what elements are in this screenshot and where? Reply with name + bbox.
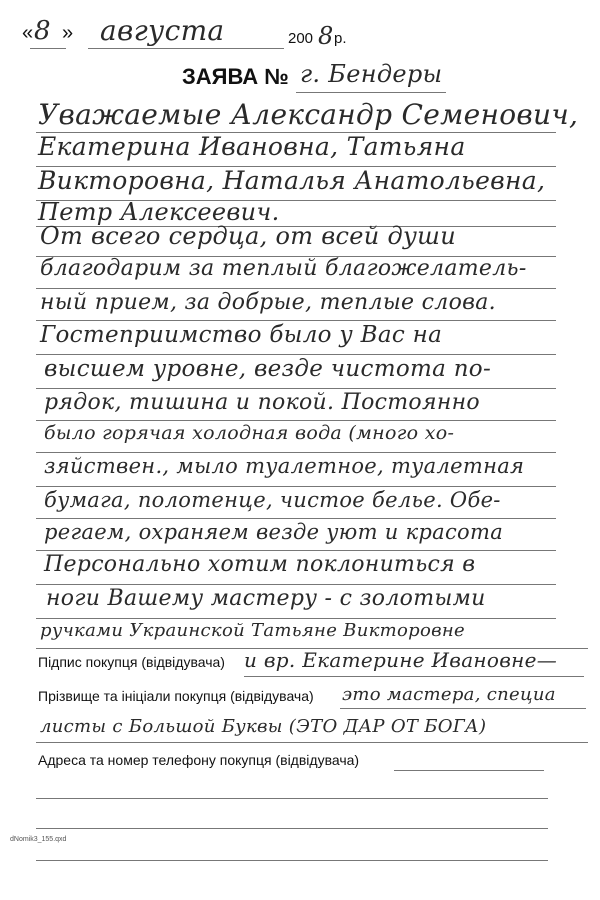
- address-label: Адреса та номер телефону покупця (відвідувача): [38, 752, 360, 768]
- day-underline: [30, 48, 66, 49]
- ruled-line: [36, 584, 556, 585]
- signature-label: Підпис покупця (відвідувача): [38, 654, 225, 670]
- body-line: благодарим за теплый благожелатель-: [40, 256, 527, 281]
- body-line: было горячая холодная вода (много хо-: [44, 422, 455, 444]
- ruled-line: [36, 354, 556, 355]
- name-underline: [340, 708, 586, 709]
- address-underline: [394, 770, 544, 771]
- address-line-2: [36, 798, 548, 799]
- body-line: Гостеприимство было у Вас на: [40, 322, 443, 348]
- year-suffix: 8: [318, 22, 334, 50]
- name-label: Прізвище та ініціали покупця (відвідувача): [38, 688, 314, 704]
- ruled-line: [36, 550, 556, 551]
- ruled-line: [36, 388, 556, 389]
- signature-underline: [244, 676, 584, 677]
- month-underline: [88, 48, 284, 49]
- ruled-line: [36, 618, 556, 619]
- ruled-line: [36, 742, 588, 743]
- name-value: это мастера, специа: [342, 684, 556, 705]
- body-line: Петр Алексеевич.: [38, 198, 280, 226]
- ruled-line: [36, 518, 556, 519]
- quote-open: «: [22, 22, 34, 44]
- body-line: Викторовна, Наталья Анатольевна,: [38, 166, 546, 195]
- body-line: высшем уровне, везде чистота по-: [44, 356, 492, 382]
- body-line: Екатерина Ивановна, Татьяна: [38, 132, 466, 161]
- quote-close: »: [62, 22, 74, 44]
- body-line: ный прием, за добрые, теплые слова.: [40, 290, 496, 315]
- body-line: зяйствен., мыло туалетное, туалетная: [44, 454, 525, 478]
- body-line: ручками Украинской Татьяне Викторовне: [40, 620, 465, 641]
- signature-value: и вр. Екатерине Ивановне—: [244, 648, 558, 672]
- form-title: ЗАЯВА №: [182, 64, 289, 89]
- footer-code: dNomik3_155.qxd: [10, 836, 67, 843]
- ruled-line: [36, 320, 556, 321]
- ruled-line: [36, 452, 556, 453]
- body-line: регаем, охраняем везде уют и красота: [44, 520, 504, 544]
- continuation-text: листы с Большой Буквы (ЭТО ДАР ОТ БОГА): [40, 716, 487, 737]
- body-line: Уважаемые Александр Семенович,: [38, 98, 579, 131]
- body-line: рядок, тишина и покой. Постоянно: [44, 390, 480, 415]
- date-month: августа: [100, 14, 225, 47]
- date-day: 8: [34, 16, 51, 46]
- ruled-line: [36, 288, 556, 289]
- address-line-4: [36, 860, 548, 861]
- body-line: ноги Вашему мастеру - с золотыми: [46, 586, 486, 611]
- ruled-line: [36, 420, 556, 421]
- title-underline: [296, 92, 446, 93]
- title-place: г. Бендеры: [300, 60, 443, 88]
- year-unit: р.: [334, 30, 347, 47]
- address-line-3: [36, 828, 548, 829]
- body-line: От всего сердца, от всей души: [40, 222, 456, 250]
- year-prefix: 200: [288, 30, 314, 47]
- body-line: Персонально хотим поклониться в: [44, 552, 476, 577]
- body-line: бумага, полотенце, чистое белье. Обе-: [44, 488, 501, 512]
- ruled-line: [36, 486, 556, 487]
